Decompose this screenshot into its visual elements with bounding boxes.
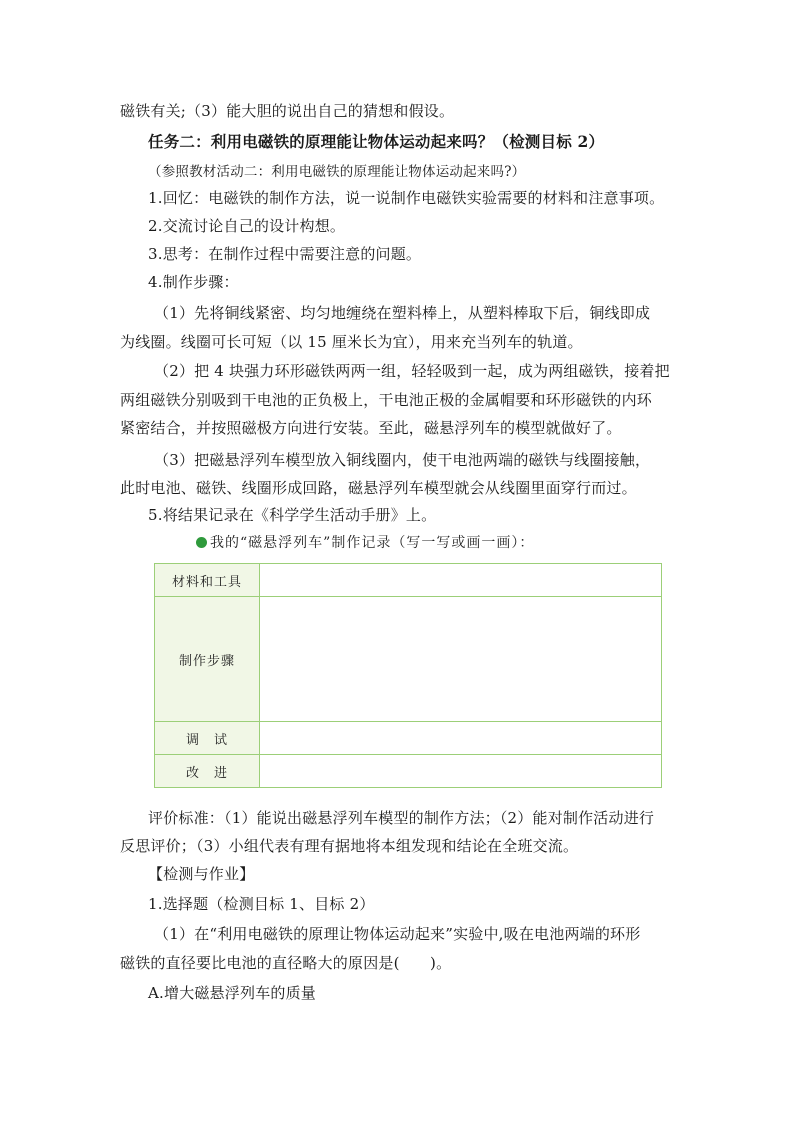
text-line: 2.交流讨论自己的设计构想。: [148, 217, 346, 235]
table-row: [155, 597, 662, 722]
text-line: 4.制作步骤：: [148, 273, 239, 291]
table-row: [155, 755, 662, 788]
table-row: [155, 564, 662, 597]
text-line: 1.回忆：电磁铁的制作方法，说一说制作电磁铁实验需要的材料和注意事项。: [148, 189, 665, 207]
improve-cell[interactable]: [260, 755, 662, 788]
record-title-text: 我的“磁悬浮列车”制作记录（写一写或画一画）：: [210, 535, 535, 551]
text-line: 3.思考：在制作过程中需要注意的问题。: [148, 245, 422, 263]
materials-cell[interactable]: [260, 564, 662, 597]
question-line: 磁铁的直径要比电池的直径略大的原因是( )。: [120, 954, 452, 972]
steps-cell[interactable]: [260, 597, 662, 722]
text-line: 磁铁有关;（3）能大胆的说出自己的猜想和假设。: [120, 102, 455, 120]
text-line: （2）把 4 块强力环形磁铁两两一组，轻轻吸到一起，成为两组磁铁，接着把: [154, 362, 670, 380]
debug-cell[interactable]: [260, 722, 662, 755]
text-line: 反思评价；（3）小组代表有理有据地将本组发现和结论在全班交流。: [120, 837, 579, 855]
record-title: [196, 533, 534, 553]
row-label-improve: 改 进: [155, 755, 260, 788]
text-line: 为线圈。线圈可长可短（以 15 厘米长为宜），用来充当列车的轨道。: [120, 333, 583, 351]
text-line: 1.选择题（检测目标 1、目标 2）: [148, 895, 375, 913]
reference-note: （参照教材活动二：利用电磁铁的原理能让物体运动起来吗?）: [148, 164, 526, 180]
text-line: （1）先将铜线紧密、均匀地缠绕在塑料棒上，从塑料棒取下后，铜线即成: [154, 304, 651, 322]
text-line: 紧密结合，并按照磁极方向进行安装。至此，磁悬浮列车的模型就做好了。: [120, 419, 622, 437]
text-line: 两组磁铁分别吸到干电池的正负极上，干电池正极的金属帽要和环形磁铁的内环: [120, 391, 653, 409]
section-heading: 【检测与作业】: [148, 865, 255, 883]
text-line: 5.将结果记录在《科学学生活动手册》上。: [148, 506, 437, 524]
text-line: （3）把磁悬浮列车模型放入铜线圈内，使干电池两端的磁铁与线圈接触，: [154, 451, 651, 469]
text-line: 评价标准：（1）能说出磁悬浮列车模型的制作方法；（2）能对制作活动进行: [148, 809, 655, 827]
option-a: A.增大磁悬浮列车的质量: [148, 984, 317, 1002]
task-heading: 任务二：利用电磁铁的原理能让物体运动起来吗？（检测目标 2）: [148, 132, 605, 151]
text-line: 此时电池、磁铁、线圈形成回路，磁悬浮列车模型就会从线圈里面穿行而过。: [120, 479, 637, 497]
row-label-materials: 材料和工具: [155, 564, 260, 597]
row-label-steps: 制作步骤: [155, 597, 260, 722]
row-label-debug: 调 试: [155, 722, 260, 755]
record-table: [154, 563, 662, 788]
bullet-dot-icon: [196, 537, 207, 548]
table-row: [155, 722, 662, 755]
question-line: （1）在“利用电磁铁的原理让物体运动起来”实验中,吸在电池两端的环形: [154, 925, 641, 943]
